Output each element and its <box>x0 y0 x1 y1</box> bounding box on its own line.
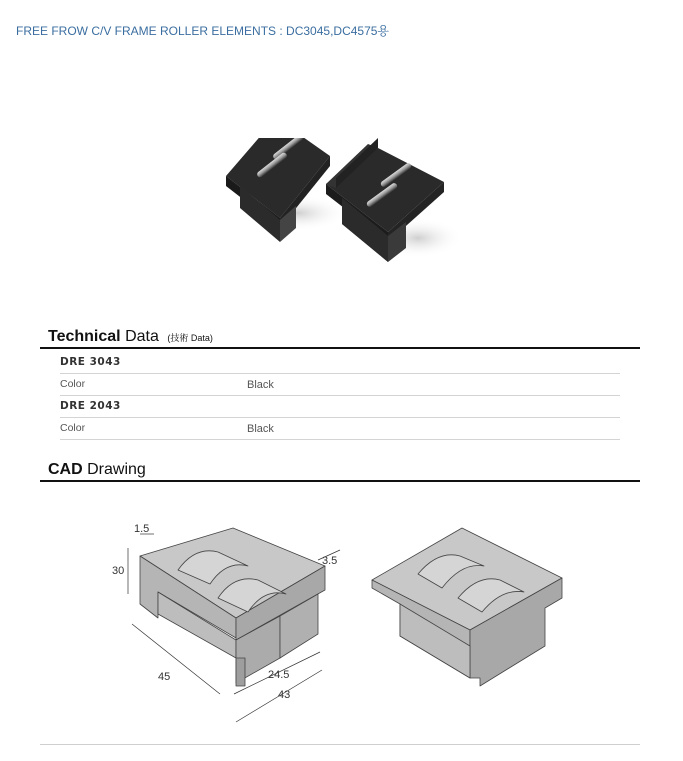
technical-data-title: Technical Data (技術 Data) <box>48 328 213 345</box>
section-divider <box>40 347 640 349</box>
section-divider <box>40 480 640 482</box>
model-row <box>60 352 620 374</box>
spec-row <box>60 374 620 396</box>
technical-data-header <box>40 324 640 349</box>
dim-top-edge: 1.5 <box>134 523 150 535</box>
cad-drawing <box>100 508 580 730</box>
product-photo <box>218 138 468 276</box>
spec-value: Black <box>247 423 274 435</box>
dim-depth: 45 <box>158 671 171 683</box>
spec-value: Black <box>247 379 274 391</box>
page-title: FREE FROW C/V FRAME ROLLER ELEMENTS : DC3045,DC4575용 <box>16 24 390 38</box>
spec-label: Color <box>60 378 86 390</box>
model-name: DRE 2043 <box>60 400 121 412</box>
dim-inner: 24.5 <box>268 669 290 681</box>
cad-drawing-header <box>40 456 640 482</box>
dim-side: 3.5 <box>322 555 338 567</box>
dim-width: 43 <box>278 689 291 701</box>
model-row <box>60 396 620 418</box>
dim-height: 30 <box>112 565 125 577</box>
cad-drawing-title: CAD Drawing <box>48 461 146 478</box>
footer-divider <box>40 744 640 745</box>
spec-table <box>60 352 620 440</box>
model-name: DRE 3043 <box>60 356 121 368</box>
spec-label: Color <box>60 422 86 434</box>
spec-row <box>60 418 620 440</box>
